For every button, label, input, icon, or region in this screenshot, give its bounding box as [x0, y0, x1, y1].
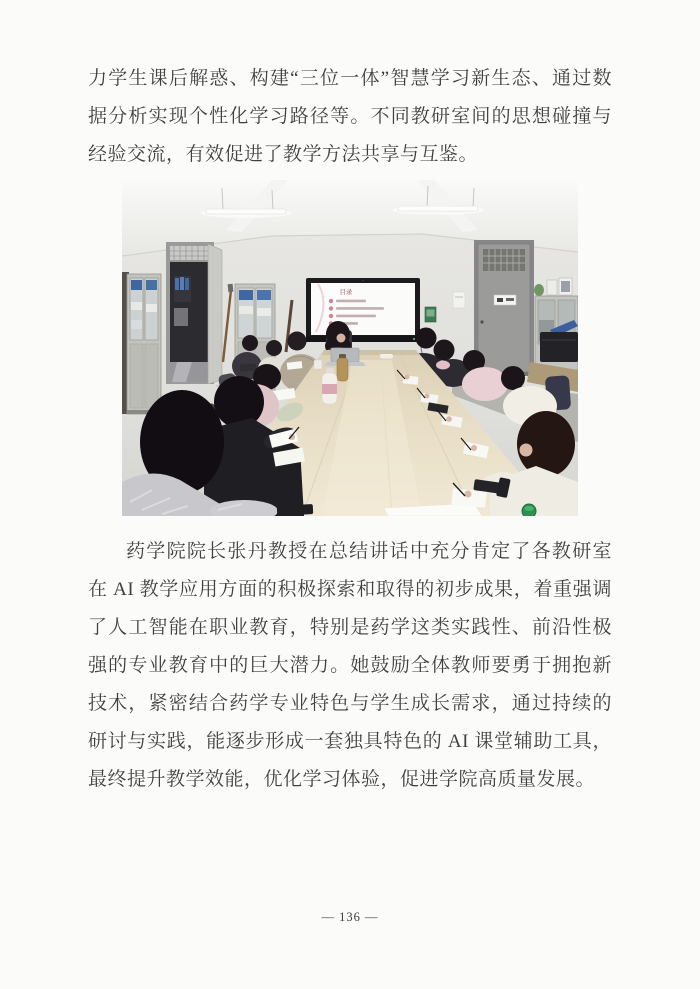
paragraph-1: 力学生课后解惑、构建“三位一体”智慧学习新生态、通过数据分析实现个性化学习路径等。不同教研室间的思想碰撞与经验交流，有效促进了教学方法共享与互鉴。	[88, 68, 612, 165]
page-number: — 136 —	[321, 910, 379, 924]
left-door-open	[166, 242, 222, 384]
left-cabinets	[122, 272, 161, 414]
paragraph-2: 药学院院长张丹教授在总结讲话中充分肯定了各教研室在 AI 教学应用方面的积极探索和取得的初步成果，着重强调了人工智能在职业教育，特别是药学这类实践性、前沿性极强的专业教育中的巨大潜力。她鼓励全体教师要勇于拥抱新技术，紧密结合药学专业特色与学生成长需求，通过持续的研讨与实践，能逐步形成一套独具特色的 AI 课堂辅助工具，最终提升教学效能，优化学习体验，促进学院高质量发展。	[88, 541, 612, 790]
slide-title: 目录	[339, 289, 353, 296]
meeting-photo	[122, 180, 578, 516]
